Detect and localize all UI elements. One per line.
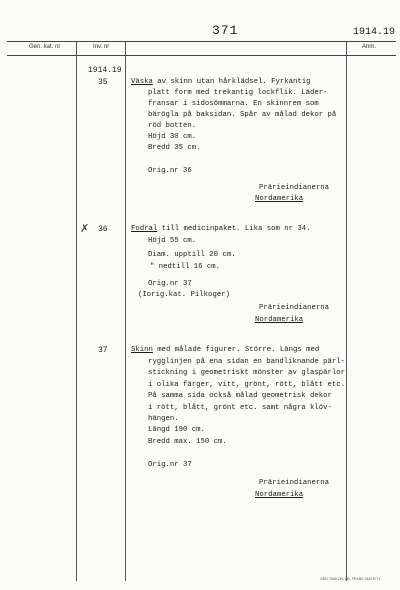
entry-line: i olika färger, vitt, grönt, rött, blått etc.: [148, 381, 346, 389]
entry-origin-region: Nordamerika: [255, 491, 304, 499]
entry-origin-region: Nordamerika: [255, 316, 304, 324]
catalog-year: 1914.19: [353, 27, 396, 38]
entry-line: stickning i geometriskt mönster av glaspärlor: [148, 369, 346, 377]
entry-line: i rött, blått, grönt etc. samt några klöv-: [148, 404, 332, 412]
entry-origin-people: Prärieindianerna: [259, 304, 330, 312]
entry-line: På samma sida också målad geometrisk dekor: [148, 392, 332, 400]
entry-line: rygglinjen på ena sidan en bandliknande pärl-: [148, 358, 346, 366]
entry-origin-people: Prärieindianerna: [259, 184, 330, 192]
column-rule-gen: [76, 41, 77, 581]
entry-line: platt form med trekantig lockflik. Läder-: [148, 89, 328, 97]
entry-line: Orig.nr 37: [148, 280, 192, 288]
check-mark-icon: ✗: [80, 222, 90, 235]
entry-line: Diam. upptill 20 cm.: [148, 251, 236, 259]
entry-line: Höjd 30 cm.: [148, 133, 197, 141]
entry-line: fransar i sidosömmarna. En skinnrem som: [148, 100, 319, 108]
entry-line: Bredd max. 150 cm.: [148, 438, 227, 446]
entry-line: Orig.nr 37: [148, 461, 192, 469]
entry-line: hängen.: [148, 415, 179, 423]
entry-number: 36: [98, 225, 108, 234]
entry-object-name: Väska: [131, 78, 153, 86]
page-number: 371: [212, 23, 239, 38]
printer-mark: GEN. DIAKON, HB, FRANK 2442 B 71: [320, 577, 381, 581]
column-header-gen: Gen. kat. nr: [29, 44, 61, 50]
entry-first-line-rest: till medicinpaket. Lika som nr 34.: [157, 225, 311, 233]
entry-number: 35: [98, 78, 108, 87]
entry-line: Längd 190 cm.: [148, 426, 205, 434]
entry-origin-people: Prärieindianerna: [259, 479, 330, 487]
entry-origin-region: Nordamerika: [255, 195, 304, 203]
entry-line: " nedtill 16 cm.: [150, 263, 221, 271]
entry-line: Höjd 55 cm.: [148, 237, 197, 245]
entry-date: 1914.19: [88, 66, 122, 75]
entry-first-line: [131, 77, 311, 88]
entry-line: bärögla på baksidan. Spår av målad dekor på: [148, 111, 337, 119]
entry-line: Orig.nr 36: [148, 167, 192, 175]
entry-first-line-rest: med målade figurer. Större. Längs med: [152, 346, 320, 354]
column-rule-anm: [346, 41, 347, 581]
entry-object-name: Fodral: [131, 225, 158, 233]
entry-number: 37: [98, 346, 108, 355]
entry-line: (Iorig.kat. Pilkoger): [138, 291, 230, 299]
column-rule-inv: [125, 41, 126, 581]
entry-line: röd botten.: [148, 122, 197, 130]
entry-first-line: [131, 224, 311, 235]
column-header-bar: [7, 41, 396, 56]
column-header-inv: Inv. nr: [93, 44, 110, 50]
entry-object-name: Skinn: [131, 346, 153, 354]
entry-first-line-rest: av skinn utan hårklädsel. Fyrkantig: [152, 78, 311, 86]
entry-first-line: [131, 345, 319, 356]
column-header-anm: Anm.: [362, 44, 377, 50]
entry-line: Bredd 35 cm.: [148, 144, 201, 152]
